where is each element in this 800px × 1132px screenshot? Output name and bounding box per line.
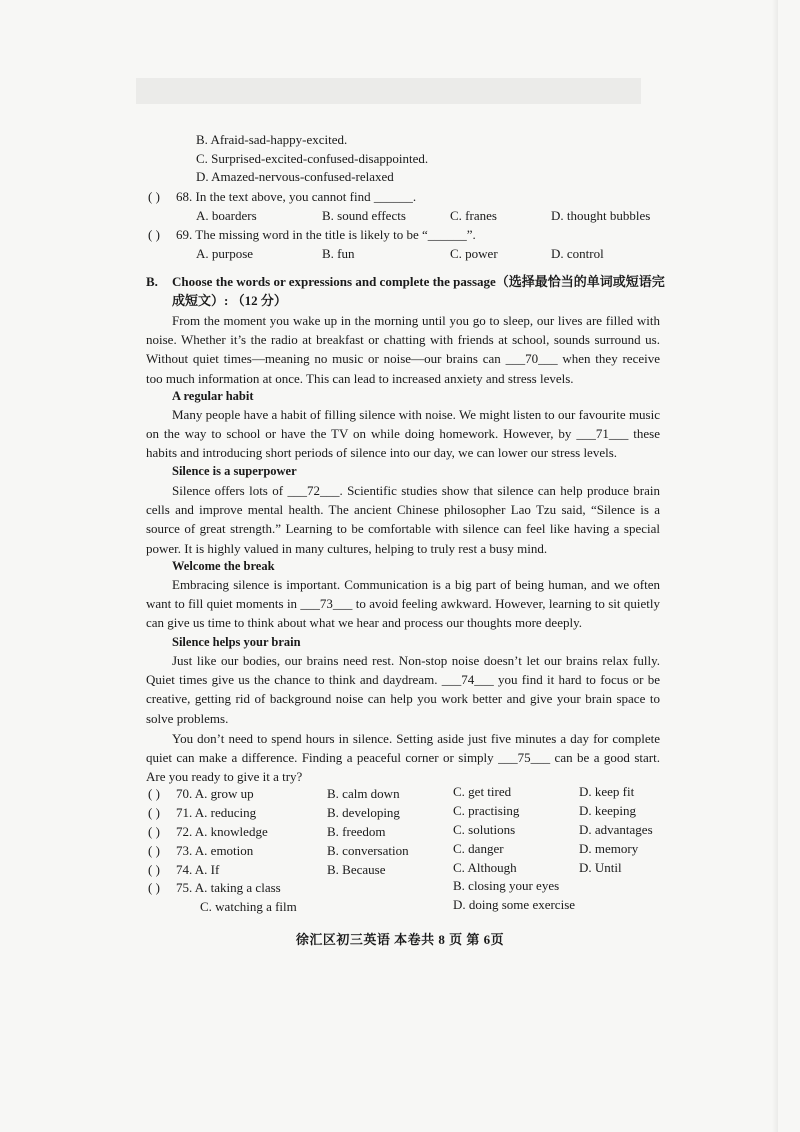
choice-row-72-answer-paren: ( ): [148, 824, 160, 839]
choice-row-73-option-d: D. memory: [579, 841, 639, 856]
q69-option-a: A. purpose: [196, 246, 254, 261]
q68-answer-paren: ( ): [148, 189, 160, 204]
choice-row-72-option-a: 72. A. knowledge: [176, 824, 268, 839]
q68-option-c: C. franes: [450, 208, 497, 223]
page-footer: 徐汇区初三英语 本卷共 8 页 第 6页: [295, 932, 505, 947]
q68-stem: 68. In the text above, you cannot find ______.: [176, 189, 417, 204]
passage-paragraph-1: From the moment you wake up in the morning until you go to sleep, our lives are filled with noise. Whether it’s the radio at breakfast or chatting with friends at school, sounds surround us. Without quiet times—meaning no music or noise—our brains can ___70___ when they receive too much information at once. This can lead to increased anxiety and stress levels.: [146, 313, 660, 386]
passage-paragraph-6: You don’t need to spend hours in silence. Setting aside just five minutes a day for complete quiet can make a difference. Finding a peaceful corner or simply ___75___ can be a good start. Are you ready to give it a try?: [146, 731, 660, 785]
q69-option-b: B. fun: [322, 246, 355, 261]
choice-row-74-option-b: B. Because: [327, 862, 386, 877]
choice-row-70-option-a: 70. A. grow up: [176, 786, 254, 801]
choice-row-70-option-c: C. get tired: [453, 784, 512, 799]
q68-option-a: A. boarders: [196, 208, 257, 223]
choice-row-73-answer-paren: ( ): [148, 843, 160, 858]
choice-row-73-option-a: 73. A. emotion: [176, 843, 254, 858]
choice-row-73-option-c: C. danger: [453, 841, 504, 856]
choice-row-73-option-b: B. conversation: [327, 843, 409, 858]
choice-row-70-option-b: B. calm down: [327, 786, 400, 801]
subheading-superpower: Silence is a superpower: [172, 464, 297, 478]
passage-paragraph-3: Silence offers lots of ___72___. Scientific studies show that silence can help produce brain cells and improve mental health. The ancient Chinese philosopher Lao Tzu said, “Silence is a source of great strength.” Learning to be comfortable with silence can feel like having a special power. It is highly valued in many cultures, helping to truly rest a busy mind.: [146, 483, 660, 556]
section-b-instructions-cont: 成短文）: （12 分）: [172, 293, 287, 308]
subheading-welcome-break: Welcome the break: [172, 559, 275, 573]
q75-option-a: 75. A. taking a class: [176, 880, 281, 895]
choice-row-72-option-d: D. advantages: [579, 822, 653, 837]
choice-row-70-option-d: D. keep fit: [579, 784, 635, 799]
subheading-regular-habit: A regular habit: [172, 389, 254, 403]
q67-option-c: C. Surprised-excited-confused-disappointed.: [196, 151, 429, 166]
choice-row-74-option-d: D. Until: [579, 860, 622, 875]
passage-paragraph-2: Many people have a habit of filling silence with noise. We might listen to our favourite music on the way to school or have the TV on while doing homework. However, by ___71___ these habits and introducing short periods of silence into our day, we can lower our stress levels.: [146, 407, 660, 461]
q75-option-d: D. doing some exercise: [453, 897, 576, 912]
choice-row-72-option-c: C. solutions: [453, 822, 516, 837]
page-edge-shadow: [772, 0, 778, 1132]
choice-row-74-option-c: C. Although: [453, 860, 517, 875]
choice-row-72-option-b: B. freedom: [327, 824, 386, 839]
choice-row-74-answer-paren: ( ): [148, 862, 160, 877]
section-b-letter: B.: [146, 274, 158, 289]
section-b-instructions: Choose the words or expressions and complete the passage（选择最恰当的单词或短语完: [172, 274, 665, 289]
passage-paragraph-4: Embracing silence is important. Communication is a big part of being human, and we often want to fill quiet moments in ___73___ to avoid feeling awkward. However, learning to sit quietly can give us time to think about what we hear and process our thoughts more deeply.: [146, 577, 660, 631]
q69-stem: 69. The missing word in the title is likely to be “______”.: [176, 227, 476, 242]
q68-option-d: D. thought bubbles: [551, 208, 651, 223]
q69-answer-paren: ( ): [148, 227, 160, 242]
choice-row-71-answer-paren: ( ): [148, 805, 160, 820]
q67-option-d: D. Amazed-nervous-confused-relaxed: [196, 169, 394, 184]
q67-option-b: B. Afraid-sad-happy-excited.: [196, 132, 348, 147]
subheading-silence-brain: Silence helps your brain: [172, 635, 301, 649]
q75-answer-paren: ( ): [148, 880, 160, 895]
q69-option-c: C. power: [450, 246, 498, 261]
choice-row-71-option-a: 71. A. reducing: [176, 805, 257, 820]
choice-row-71-option-d: D. keeping: [579, 803, 637, 818]
passage-paragraph-5: Just like our bodies, our brains need rest. Non-stop noise doesn’t let our brains relax fully. Quiet times give us the chance to think and daydream. ___74___ you find it hard to focus or be creative, getting rid of background noise can help you work better and give your brain space to solve problems.: [146, 653, 660, 726]
scan-smudge: [136, 78, 641, 104]
choice-row-74-option-a: 74. A. If: [176, 862, 220, 877]
q75-option-b: B. closing your eyes: [453, 878, 560, 893]
choice-row-71-option-b: B. developing: [327, 805, 400, 820]
q69-option-d: D. control: [551, 246, 604, 261]
q75-option-c: C. watching a film: [200, 899, 297, 914]
choice-row-70-answer-paren: ( ): [148, 786, 160, 801]
choice-row-71-option-c: C. practising: [453, 803, 520, 818]
q68-option-b: B. sound effects: [322, 208, 406, 223]
